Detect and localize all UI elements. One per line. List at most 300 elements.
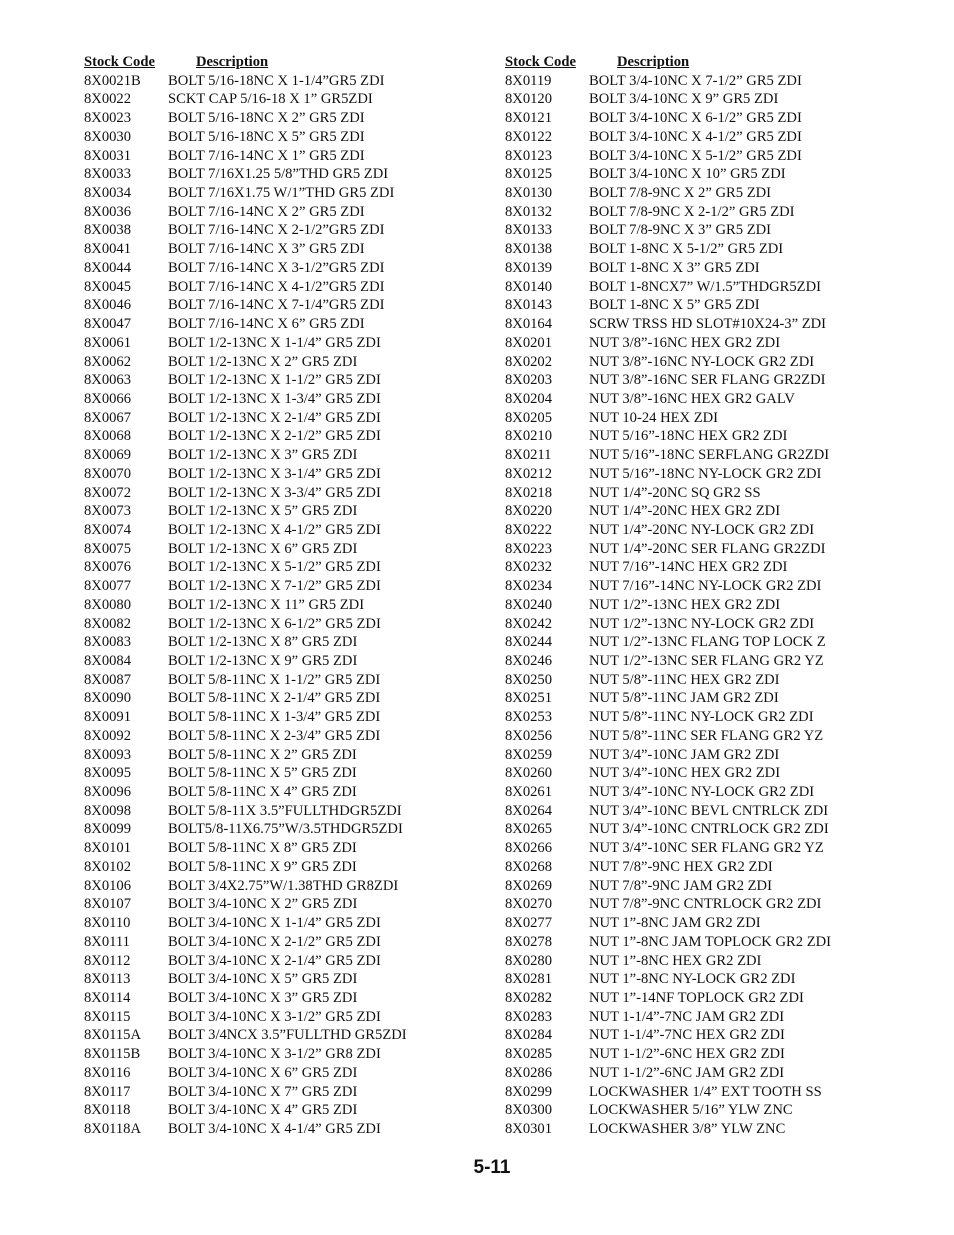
stock-code: 8X0143 — [505, 297, 553, 314]
part-description: NUT 1-1/4”-7NC JAM GR2 ZDI — [589, 1008, 785, 1025]
part-description: BOLT 5/8-11X 3.5”FULLTHDGR5ZDI — [168, 802, 402, 819]
stock-code: 8X0113 — [84, 971, 131, 988]
table-row — [84, 353, 524, 372]
part-description: BOLT 1/2-13NC X 2-1/2” GR5 ZDI — [168, 428, 381, 445]
part-description: BOLT 3/4-10NC X 7-1/2” GR5 ZDI — [589, 72, 802, 89]
stock-code: 8X0246 — [505, 653, 553, 669]
table-row — [505, 521, 945, 540]
part-description: NUT 5/8”-11NC SER FLANG GR2 YZ — [589, 727, 824, 744]
left-column-header — [84, 53, 524, 72]
part-description: LOCKWASHER 3/8” YLW ZNC — [589, 1120, 786, 1137]
part-description: NUT 5/8”-11NC JAM GR2 ZDI — [589, 690, 779, 707]
part-description: NUT 7/16”-14NC HEX GR2 ZDI — [589, 559, 788, 576]
part-description: BOLT 5/8-11NC X 2-3/4” GR5 ZDI — [168, 727, 381, 744]
table-row — [505, 446, 945, 465]
stock-code: 8X0285 — [505, 1046, 553, 1063]
stock-code: 8X0099 — [84, 821, 132, 838]
part-description: NUT 3/4”-10NC NY-LOCK GR2 ZDI — [589, 784, 815, 801]
table-row — [84, 802, 524, 821]
table-row — [84, 558, 524, 577]
part-description: BOLT 5/8-11NC X 1-1/2” GR5 ZDI — [168, 671, 381, 688]
table-row — [84, 877, 524, 896]
table-row — [84, 109, 524, 128]
part-description: BOLT 7/16-14NC X 3” GR5 ZDI — [168, 241, 365, 258]
table-row — [84, 296, 524, 315]
table-row — [505, 746, 945, 765]
stock-code: 8X0101 — [84, 840, 132, 857]
stock-code: 8X0240 — [505, 596, 553, 613]
part-description: BOLT 1/2-13NC X 1-1/4” GR5 ZDI — [168, 334, 381, 351]
stock-code: 8X0269 — [505, 877, 553, 894]
part-description: BOLT 1/2-13NC X 4-1/2” GR5 ZDI — [168, 521, 381, 538]
part-description: SCKT CAP 5/16-18 X 1” GR5ZDI — [168, 91, 373, 108]
stock-code: 8X0283 — [505, 1008, 553, 1025]
part-description: BOLT 1-8NC X 5” GR5 ZDI — [589, 297, 760, 314]
stock-code: 8X0046 — [84, 297, 132, 314]
right-column-header — [505, 53, 945, 72]
table-row — [505, 278, 945, 297]
part-description: NUT 7/8”-9NC CNTRLOCK GR2 ZDI — [589, 896, 822, 913]
stock-code: 8X0140 — [505, 278, 553, 295]
stock-code-header: Stock Code — [505, 54, 576, 70]
table-row — [505, 390, 945, 409]
part-description: BOLT 7/16X1.25 5/8”THD GR5 ZDI — [168, 166, 389, 183]
table-row — [84, 989, 524, 1008]
part-description: BOLT 5/8-11NC X 5” GR5 ZDI — [168, 765, 357, 782]
stock-code: 8X0034 — [84, 185, 132, 202]
table-row — [84, 933, 524, 952]
part-description: BOLT 1/2-13NC X 1-3/4” GR5 ZDI — [168, 390, 381, 407]
left-rows — [84, 72, 524, 1139]
part-description: NUT 1/4”-20NC NY-LOCK GR2 ZDI — [589, 521, 815, 538]
table-row — [505, 577, 945, 596]
stock-code: 8X0082 — [84, 615, 132, 632]
right-rows — [505, 72, 945, 1139]
table-row — [505, 727, 945, 746]
stock-code: 8X0125 — [505, 166, 553, 183]
stock-code: 8X0096 — [84, 784, 132, 801]
part-description: NUT 5/8”-11NC HEX GR2 ZDI — [589, 671, 780, 688]
part-description: NUT 7/8”-9NC JAM GR2 ZDI — [589, 877, 772, 894]
part-description: BOLT 1-8NC X 3” GR5 ZDI — [589, 259, 760, 276]
part-description: NUT 1”-8NC HEX GR2 ZDI — [589, 952, 762, 969]
part-description: BOLT 7/8-9NC X 2” GR5 ZDI — [589, 185, 772, 202]
stock-code: 8X0138 — [505, 241, 553, 258]
stock-code: 8X0107 — [84, 896, 132, 913]
stock-code: 8X0033 — [84, 166, 132, 183]
stock-code: 8X0244 — [505, 634, 553, 651]
stock-code: 8X0061 — [84, 334, 132, 351]
part-description: BOLT 5/8-11NC X 4” GR5 ZDI — [168, 784, 357, 801]
table-row — [505, 877, 945, 896]
table-row — [505, 895, 945, 914]
part-description: BOLT 1/2-13NC X 3-3/4” GR5 ZDI — [168, 484, 381, 501]
table-row — [84, 970, 524, 989]
stock-code: 8X0083 — [84, 634, 132, 651]
table-row — [505, 90, 945, 109]
part-description: NUT 1”-8NC JAM TOPLOCK GR2 ZDI — [589, 933, 832, 950]
stock-code: 8X0111 — [84, 933, 130, 950]
table-row — [84, 952, 524, 971]
stock-code: 8X0119 — [505, 72, 552, 89]
table-row — [84, 783, 524, 802]
table-row — [505, 427, 945, 446]
part-description: BOLT 5/8-11NC X 2” GR5 ZDI — [168, 746, 357, 763]
stock-code: 8X0232 — [505, 559, 553, 576]
table-row — [505, 203, 945, 222]
stock-code: 8X0117 — [84, 1083, 131, 1100]
stock-code: 8X0062 — [84, 353, 132, 370]
part-description: BOLT 3/4-10NC X 2” GR5 ZDI — [168, 896, 358, 913]
stock-code: 8X0123 — [505, 147, 553, 164]
stock-code: 8X0069 — [84, 447, 132, 464]
table-row — [84, 652, 524, 671]
part-description: SCRW TRSS HD SLOT#10X24-3” ZDI — [589, 316, 827, 333]
table-row — [505, 353, 945, 372]
table-row — [505, 952, 945, 971]
stock-code: 8X0261 — [505, 784, 553, 801]
stock-code: 8X0112 — [84, 952, 131, 969]
part-description: BOLT 7/8-9NC X 2-1/2” GR5 ZDI — [589, 203, 795, 220]
part-description: NUT 5/16”-18NC NY-LOCK GR2 ZDI — [589, 465, 822, 482]
table-row — [84, 1026, 524, 1045]
stock-code: 8X0284 — [505, 1027, 553, 1044]
part-description: NUT 1/2”-13NC NY-LOCK GR2 ZDI — [589, 615, 815, 632]
stock-code: 8X0075 — [84, 540, 132, 557]
table-row — [505, 708, 945, 727]
part-description: NUT 3/4”-10NC CNTRLOCK GR2 ZDI — [589, 821, 829, 838]
table-row — [84, 839, 524, 858]
table-row — [84, 1008, 524, 1027]
table-row — [84, 371, 524, 390]
table-row — [84, 278, 524, 297]
part-description: BOLT 3/4-10NC X 4-1/2” GR5 ZDI — [589, 128, 802, 145]
table-row — [505, 1064, 945, 1083]
part-description: BOLT 1/2-13NC X 3-1/4” GR5 ZDI — [168, 465, 381, 482]
table-row — [505, 409, 945, 428]
part-description: BOLT 1/2-13NC X 6” GR5 ZDI — [168, 540, 358, 557]
page-number: 5-11 — [473, 1157, 511, 1178]
table-row — [505, 165, 945, 184]
table-row — [84, 1064, 524, 1083]
stock-code: 8X0220 — [505, 503, 553, 520]
part-description: BOLT 7/16-14NC X 2” GR5 ZDI — [168, 203, 365, 220]
part-description: BOLT 1/2-13NC X 6-1/2” GR5 ZDI — [168, 615, 381, 632]
stock-code: 8X0087 — [84, 671, 132, 688]
table-row — [84, 90, 524, 109]
part-description: BOLT 3/4X2.75”W/1.38THD GR8ZDI — [168, 877, 399, 894]
table-row — [505, 147, 945, 166]
stock-code: 8X0115 — [84, 1008, 131, 1025]
table-row — [84, 596, 524, 615]
table-row — [505, 689, 945, 708]
part-description: LOCKWASHER 1/4” EXT TOOTH SS — [589, 1083, 822, 1100]
part-description: NUT 3/4”-10NC BEVL CNTRLCK ZDI — [589, 802, 829, 819]
stock-code: 8X0070 — [84, 465, 132, 482]
table-row — [84, 1101, 524, 1120]
stock-code: 8X0280 — [505, 952, 553, 969]
part-description: NUT 5/8”-11NC NY-LOCK GR2 ZDI — [589, 709, 814, 726]
part-description: NUT 3/4”-10NC JAM GR2 ZDI — [589, 746, 780, 763]
table-row — [84, 259, 524, 278]
part-description: NUT 1/2”-13NC HEX GR2 ZDI — [589, 596, 781, 613]
stock-code: 8X0277 — [505, 915, 553, 932]
part-description: BOLT 5/16-18NC X 2” GR5 ZDI — [168, 110, 365, 127]
table-row — [505, 783, 945, 802]
description-header: Description — [196, 54, 269, 70]
stock-code-header: Stock Code — [84, 54, 155, 70]
stock-code: 8X0210 — [505, 428, 553, 445]
part-description: BOLT 1/2-13NC X 5-1/2” GR5 ZDI — [168, 559, 381, 576]
part-description: NUT 3/8”-16NC HEX GR2 ZDI — [589, 334, 781, 351]
part-description: BOLT 7/16-14NC X 6” GR5 ZDI — [168, 316, 365, 333]
stock-code: 8X0300 — [505, 1102, 553, 1119]
stock-code: 8X0201 — [505, 334, 553, 351]
table-row — [505, 820, 945, 839]
stock-code: 8X0030 — [84, 128, 132, 145]
stock-code: 8X0132 — [505, 203, 553, 220]
part-description: BOLT 1/2-13NC X 5” GR5 ZDI — [168, 503, 358, 520]
table-row — [84, 427, 524, 446]
stock-code: 8X0036 — [84, 203, 132, 220]
part-description: BOLT 7/16-14NC X 4-1/2”GR5 ZDI — [168, 278, 385, 295]
part-description: BOLT 5/8-11NC X 9” GR5 ZDI — [168, 858, 357, 875]
table-row — [84, 708, 524, 727]
part-description: BOLT 3/4-10NC X 2-1/2” GR5 ZDI — [168, 933, 381, 950]
table-row — [84, 165, 524, 184]
table-row — [505, 296, 945, 315]
table-row — [505, 315, 945, 334]
stock-code: 8X0268 — [505, 858, 553, 875]
table-row — [84, 72, 524, 91]
part-description: BOLT 1/2-13NC X 1-1/2” GR5 ZDI — [168, 372, 381, 389]
table-row — [505, 1008, 945, 1027]
table-row — [505, 652, 945, 671]
part-description: BOLT 3/4-10NC X 9” GR5 ZDI — [589, 91, 779, 108]
stock-code: 8X0063 — [84, 372, 132, 389]
part-description: NUT 3/4”-10NC SER FLANG GR2 YZ — [589, 840, 824, 857]
table-row — [84, 315, 524, 334]
table-row — [84, 502, 524, 521]
stock-code: 8X0077 — [84, 578, 132, 595]
table-row — [505, 764, 945, 783]
table-row — [84, 858, 524, 877]
part-description: BOLT 3/4-10NC X 2-1/4” GR5 ZDI — [168, 952, 381, 969]
table-row — [84, 446, 524, 465]
stock-code: 8X0121 — [505, 110, 553, 127]
stock-code: 8X0114 — [84, 989, 131, 1006]
table-row — [84, 521, 524, 540]
part-description: LOCKWASHER 5/16” YLW ZNC — [589, 1102, 793, 1119]
table-row — [505, 128, 945, 147]
table-row — [84, 820, 524, 839]
part-description: BOLT 1/2-13NC X 2-1/4” GR5 ZDI — [168, 409, 381, 426]
stock-code: 8X0021B — [84, 72, 141, 89]
part-description: BOLT 5/16-18NC X 1-1/4”GR5 ZDI — [168, 72, 385, 89]
table-row — [505, 1026, 945, 1045]
table-row — [84, 540, 524, 559]
table-row — [84, 203, 524, 222]
table-row — [84, 727, 524, 746]
part-description: BOLT 3/4-10NC X 3-1/2” GR8 ZDI — [168, 1046, 381, 1063]
part-description: BOLT 3/4-10NC X 4” GR5 ZDI — [168, 1102, 358, 1119]
stock-code: 8X0205 — [505, 409, 553, 426]
table-row — [84, 895, 524, 914]
part-description: NUT 3/8”-16NC SER FLANG GR2ZDI — [589, 372, 826, 389]
part-description: BOLT 3/4-10NC X 5” GR5 ZDI — [168, 971, 358, 988]
table-row — [84, 1083, 524, 1102]
part-description: NUT 1-1/2”-6NC HEX GR2 ZDI — [589, 1046, 785, 1063]
stock-code: 8X0076 — [84, 559, 132, 576]
part-description: BOLT 3/4-10NC X 6-1/2” GR5 ZDI — [589, 110, 802, 127]
part-description: NUT 1/2”-13NC SER FLANG GR2 YZ — [589, 653, 824, 669]
stock-code: 8X0265 — [505, 821, 553, 838]
stock-code: 8X0067 — [84, 409, 132, 426]
stock-code: 8X0092 — [84, 727, 132, 744]
part-description: BOLT 7/8-9NC X 3” GR5 ZDI — [589, 222, 772, 239]
part-description: BOLT5/8-11X6.75”W/3.5THDGR5ZDI — [168, 821, 403, 838]
stock-code: 8X0041 — [84, 241, 132, 258]
table-row — [84, 633, 524, 652]
stock-code: 8X0095 — [84, 765, 132, 782]
table-row — [505, 540, 945, 559]
part-description: NUT 1/4”-20NC SQ GR2 SS — [589, 484, 761, 501]
part-description: NUT 1”-8NC NY-LOCK GR2 ZDI — [589, 971, 796, 988]
table-row — [505, 914, 945, 933]
part-description: NUT 1-1/4”-7NC HEX GR2 ZDI — [589, 1027, 785, 1044]
stock-code: 8X0212 — [505, 465, 553, 482]
stock-code: 8X0093 — [84, 746, 132, 763]
stock-code: 8X0204 — [505, 390, 553, 407]
stock-code: 8X0203 — [505, 372, 553, 389]
stock-code: 8X0234 — [505, 578, 553, 595]
part-description: BOLT 5/16-18NC X 5” GR5 ZDI — [168, 128, 365, 145]
stock-code: 8X0281 — [505, 971, 553, 988]
part-description: BOLT 5/8-11NC X 2-1/4” GR5 ZDI — [168, 690, 381, 707]
stock-code: 8X0260 — [505, 765, 553, 782]
table-row — [84, 334, 524, 353]
part-description: BOLT 1-8NCX7” W/1.5”THDGR5ZDI — [589, 278, 821, 295]
part-description: BOLT 1/2-13NC X 3” GR5 ZDI — [168, 447, 358, 464]
table-row — [84, 671, 524, 690]
stock-code: 8X0278 — [505, 933, 553, 950]
left-column — [84, 53, 524, 1139]
stock-code: 8X0253 — [505, 709, 553, 726]
part-description: BOLT 3/4-10NC X 10” GR5 ZDI — [589, 166, 786, 183]
stock-code: 8X0211 — [505, 447, 552, 464]
stock-code: 8X0091 — [84, 709, 132, 726]
table-row — [505, 933, 945, 952]
table-row — [84, 221, 524, 240]
part-description: NUT 1/2”-13NC FLANG TOP LOCK Z — [589, 634, 826, 651]
stock-code: 8X0115B — [84, 1046, 141, 1063]
stock-code: 8X0223 — [505, 540, 553, 557]
part-description: BOLT 1/2-13NC X 2” GR5 ZDI — [168, 353, 358, 370]
part-description: BOLT 7/16X1.75 W/1”THD GR5 ZDI — [168, 185, 395, 202]
part-description: BOLT 1/2-13NC X 11” GR5 ZDI — [168, 596, 365, 613]
stock-code: 8X0202 — [505, 353, 553, 370]
part-description: NUT 1/4”-20NC SER FLANG GR2ZDI — [589, 540, 826, 557]
part-description: NUT 5/16”-18NC HEX GR2 ZDI — [589, 428, 788, 445]
stock-code: 8X0120 — [505, 91, 553, 108]
stock-code: 8X0218 — [505, 484, 553, 501]
table-row — [84, 914, 524, 933]
stock-code: 8X0139 — [505, 259, 553, 276]
table-row — [505, 671, 945, 690]
stock-code: 8X0022 — [84, 91, 132, 108]
part-description: NUT 7/16”-14NC NY-LOCK GR2 ZDI — [589, 578, 822, 595]
stock-code: 8X0122 — [505, 128, 553, 145]
stock-code: 8X0080 — [84, 596, 132, 613]
description-header: Description — [617, 54, 690, 70]
part-description: NUT 3/8”-16NC HEX GR2 GALV — [589, 390, 795, 407]
stock-code: 8X0259 — [505, 746, 553, 763]
table-row — [84, 577, 524, 596]
part-description: BOLT 3/4-10NC X 7” GR5 ZDI — [168, 1083, 358, 1100]
stock-code: 8X0031 — [84, 147, 132, 164]
stock-code: 8X0256 — [505, 727, 553, 744]
part-description: NUT 7/8”-9NC HEX GR2 ZDI — [589, 858, 773, 875]
table-row — [505, 839, 945, 858]
stock-code: 8X0251 — [505, 690, 553, 707]
stock-code: 8X0066 — [84, 390, 132, 407]
stock-code: 8X0090 — [84, 690, 132, 707]
table-row — [84, 615, 524, 634]
stock-code: 8X0130 — [505, 185, 553, 202]
part-description: BOLT 1/2-13NC X 9” GR5 ZDI — [168, 653, 358, 669]
stock-code: 8X0110 — [84, 915, 131, 932]
stock-code: 8X0073 — [84, 503, 132, 520]
part-description: BOLT 3/4-10NC X 3-1/2” GR5 ZDI — [168, 1008, 381, 1025]
table-row — [505, 596, 945, 615]
part-description: BOLT 7/16-14NC X 3-1/2”GR5 ZDI — [168, 259, 385, 276]
stock-code: 8X0074 — [84, 521, 132, 538]
stock-code: 8X0301 — [505, 1120, 553, 1137]
part-description: BOLT 3/4-10NC X 5-1/2” GR5 ZDI — [589, 147, 802, 164]
stock-code: 8X0286 — [505, 1064, 553, 1081]
stock-code: 8X0115A — [84, 1027, 142, 1044]
part-description: BOLT 3/4-10NC X 6” GR5 ZDI — [168, 1064, 358, 1081]
stock-code: 8X0164 — [505, 316, 553, 333]
part-description: BOLT 3/4NCX 3.5”FULLTHD GR5ZDI — [168, 1027, 407, 1044]
table-row — [505, 633, 945, 652]
stock-code: 8X0116 — [84, 1064, 131, 1081]
stock-code: 8X0045 — [84, 278, 132, 295]
table-row — [84, 484, 524, 503]
table-row — [505, 502, 945, 521]
stock-code: 8X0106 — [84, 877, 132, 894]
stock-code: 8X0118 — [84, 1102, 131, 1119]
part-description: NUT 1”-8NC JAM GR2 ZDI — [589, 915, 761, 932]
part-description: BOLT 1/2-13NC X 8” GR5 ZDI — [168, 634, 358, 651]
stock-code: 8X0102 — [84, 858, 132, 875]
part-description: NUT 1”-14NF TOPLOCK GR2 ZDI — [589, 989, 804, 1006]
part-description: NUT 3/8”-16NC NY-LOCK GR2 ZDI — [589, 353, 815, 370]
stock-code: 8X0023 — [84, 110, 132, 127]
table-row — [505, 240, 945, 259]
table-row — [84, 689, 524, 708]
table-row — [84, 465, 524, 484]
stock-code: 8X0133 — [505, 222, 553, 239]
table-row — [505, 558, 945, 577]
stock-code: 8X0299 — [505, 1083, 553, 1100]
table-row — [505, 615, 945, 634]
part-description: BOLT 5/8-11NC X 1-3/4” GR5 ZDI — [168, 709, 381, 726]
table-row — [505, 858, 945, 877]
table-row — [505, 1045, 945, 1064]
stock-code: 8X0250 — [505, 671, 553, 688]
part-description: BOLT 1/2-13NC X 7-1/2” GR5 ZDI — [168, 578, 381, 595]
